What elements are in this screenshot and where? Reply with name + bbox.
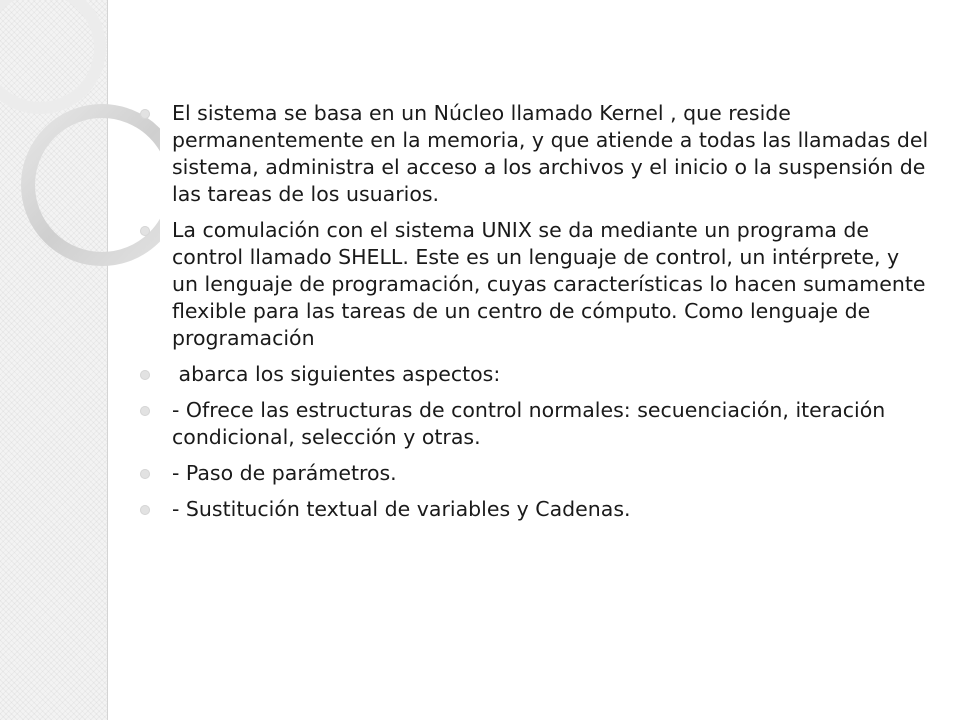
bullet-dot-icon [140,469,150,479]
bullet-text: abarca los siguientes aspectos: [172,362,501,386]
bullet-dot-icon [140,406,150,416]
bullet-item [140,496,930,523]
bullet-dot-icon [140,109,150,119]
decorative-rings-graphic [0,0,160,320]
bullet-dot-icon [140,370,150,380]
bullet-item [140,397,930,451]
bullet-dot-icon [140,226,150,236]
bullet-text: La comulación con el sistema UNIX se da mediante un programa de control llamado SHELL. Este es un lenguaje de control, un intérprete, y un lenguaje de programación, cuyas características lo hacen sumamente flexible para las tareas de un centro de cómputo. Como lenguaje de programación [172,218,933,350]
bullet-item [140,217,933,352]
slide-content [140,100,935,532]
upper-ring [0,0,100,108]
bullet-item [140,100,935,208]
bullet-text: - Paso de parámetros. [172,461,397,485]
bullet-text: El sistema se basa en un Núcleo llamado Kernel , que reside permanentemente en la memoria, y que atiende a todas las llamadas del sistema, administra el acceso a los archivos y el inicio o la suspensión de las tareas de los usuarios. [172,101,935,206]
bullet-text: - Ofrece las estructuras de control normales: secuenciación, iteración condicional, selección y otras. [172,398,892,449]
bullet-text: - Sustitución textual de variables y Cadenas. [172,497,631,521]
bullet-item [140,460,930,487]
bullet-item [140,361,930,388]
bullet-dot-icon [140,505,150,515]
bullet-list [140,100,935,523]
